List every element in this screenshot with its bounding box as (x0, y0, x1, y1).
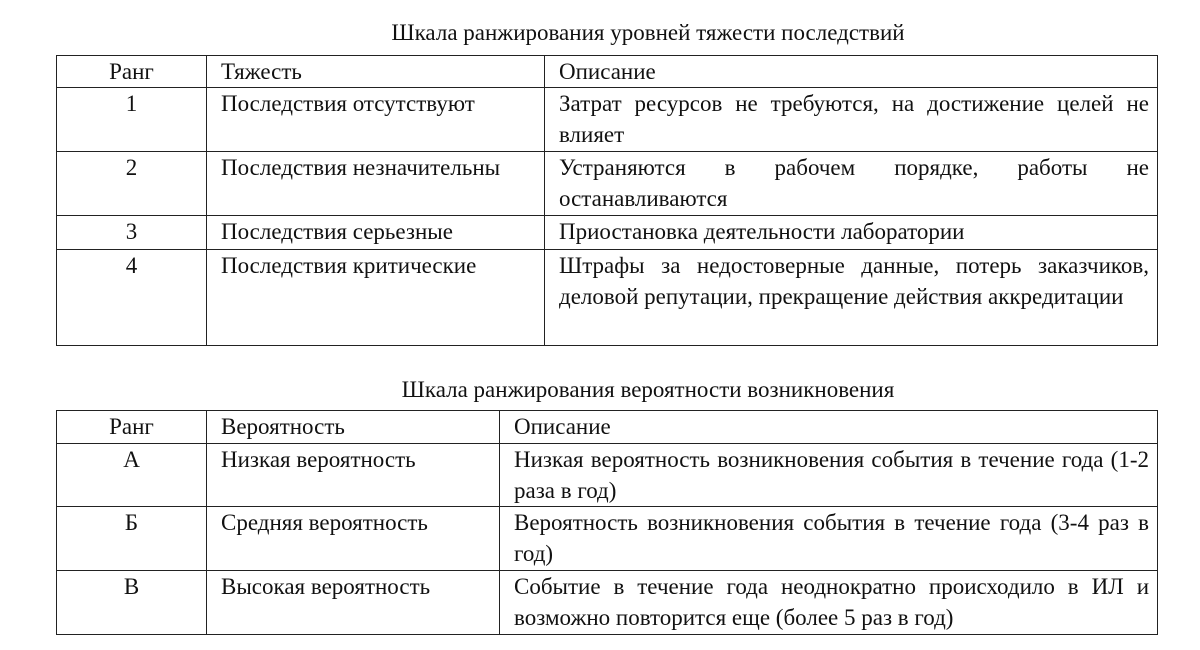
description-cell: Приостановка деятельности лаборатории (545, 216, 1158, 250)
probability-table (56, 410, 1158, 635)
table-row (57, 88, 1158, 152)
table-row (57, 571, 1158, 635)
severity-table-title: Шкала ранжирования уровней тяжести последствий (391, 20, 905, 45)
header-description: Описание (500, 411, 1158, 444)
header-rank: Ранг (57, 411, 207, 444)
table-row (57, 216, 1158, 250)
rank-cell: А (57, 444, 207, 507)
rank-cell: 2 (57, 152, 207, 216)
description-cell: Затрат ресурсов не требуются, на достижение целей не влияет (545, 88, 1158, 152)
probability-cell: Низкая вероятность (207, 444, 500, 507)
severity-cell: Последствия критические (207, 250, 545, 346)
severity-cell: Последствия отсутствуют (207, 88, 545, 152)
rank-cell: 4 (57, 250, 207, 346)
table-row (57, 507, 1158, 571)
probability-table-title: Шкала ранжирования вероятности возникновения (401, 377, 895, 402)
table-header-row (57, 56, 1158, 88)
probability-cell: Средняя вероятность (207, 507, 500, 571)
header-probability: Вероятность (207, 411, 500, 444)
description-cell: Вероятность возникновения события в течение года (3-4 раз в год) (500, 507, 1158, 571)
rank-cell: Б (57, 507, 207, 571)
description-cell: Низкая вероятность возникновения события в течение года (1-2 раза в год) (500, 444, 1158, 507)
header-severity: Тяжесть (207, 56, 545, 88)
table-row (57, 152, 1158, 216)
header-description: Описание (545, 56, 1158, 88)
rank-cell: 1 (57, 88, 207, 152)
description-cell: Событие в течение года неоднократно происходило в ИЛ и возможно повторится еще (более 5 раз в год) (500, 571, 1158, 635)
description-cell: Штрафы за недостоверные данные, потерь заказчиков, деловой репутации, прекращение действия аккредитации (545, 250, 1158, 346)
table-header-row (57, 411, 1158, 444)
probability-cell: Высокая вероятность (207, 571, 500, 635)
rank-cell: В (57, 571, 207, 635)
severity-table (56, 55, 1158, 346)
severity-cell: Последствия серьезные (207, 216, 545, 250)
table-row (57, 444, 1158, 507)
severity-cell: Последствия незначительны (207, 152, 545, 216)
table-row (57, 250, 1158, 346)
description-cell: Устраняются в рабочем порядке, работы не останавливаются (545, 152, 1158, 216)
header-rank: Ранг (57, 56, 207, 88)
rank-cell: 3 (57, 216, 207, 250)
